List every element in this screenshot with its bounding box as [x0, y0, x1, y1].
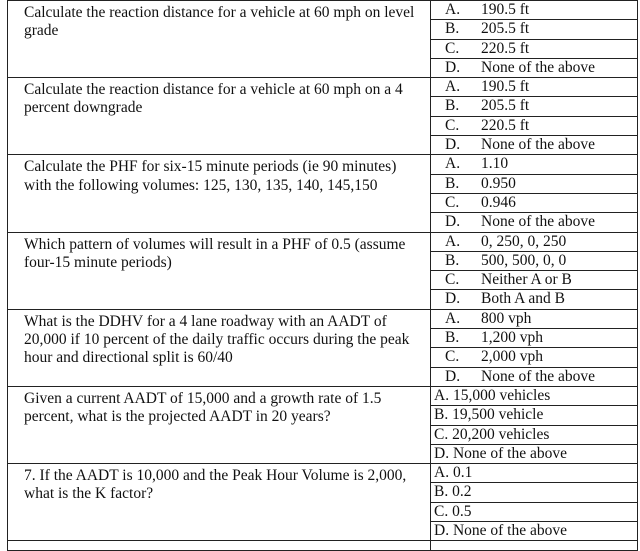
next-question-row	[8, 541, 638, 551]
option-text: None of the above	[481, 213, 596, 231]
option-text: 1,200 vph	[481, 329, 543, 347]
option-letter: B.	[445, 329, 460, 347]
option-text: Neither A or B	[481, 271, 572, 289]
answer-option	[431, 329, 638, 348]
option-row	[8, 309, 638, 328]
answer-option	[431, 309, 638, 328]
answer-option	[431, 232, 638, 251]
option-letter: D.	[445, 58, 461, 76]
answer-option	[431, 20, 638, 39]
option-letter: B.	[445, 251, 460, 269]
answer-option: A. 15,000 vehicles	[431, 386, 638, 405]
option-text: 205.5 ft	[481, 97, 530, 115]
option-text: 2,000 vph	[481, 348, 543, 366]
answer-option: B. 19,500 vehicle	[431, 406, 638, 425]
answer-option	[431, 213, 638, 232]
answer-option	[431, 97, 638, 116]
option-letter: C.	[445, 193, 460, 211]
answer-option	[431, 251, 638, 270]
option-text: 800 vph	[481, 309, 532, 327]
option-letter: A.	[445, 155, 461, 173]
option-text: 1.10	[481, 155, 509, 173]
option-letter: D.	[445, 367, 461, 385]
option-letter: B.	[445, 174, 460, 192]
option-row	[8, 386, 638, 405]
option-letter: B.	[445, 20, 460, 38]
question-text: Calculate the reaction distance for a vehicle at 60 mph on a 4 percent downgrade	[8, 78, 431, 155]
option-row	[8, 78, 638, 97]
option-text: None of the above	[481, 136, 596, 154]
answer-option	[431, 155, 638, 174]
question-text: 7. If the AADT is 10,000 and the Peak Hour Volume is 2,000, what is the K factor?	[8, 464, 431, 541]
option-row	[8, 1, 638, 20]
answer-option: C. 0.5	[431, 502, 638, 521]
option-letter: C.	[445, 39, 460, 57]
option-text: 220.5 ft	[481, 39, 530, 57]
option-letter: D.	[445, 290, 461, 308]
answer-option	[431, 271, 638, 290]
option-text: 0.950	[481, 174, 516, 192]
answer-option	[431, 58, 638, 77]
answer-option	[431, 1, 638, 20]
option-letter: A.	[445, 309, 461, 327]
option-letter: B.	[445, 97, 460, 115]
option-letter: D.	[445, 136, 461, 154]
question-text: Which pattern of volumes will result in a PHF of 0.5 (assume four-15 minute periods)	[8, 232, 431, 309]
answer-option	[431, 367, 638, 386]
answer-option: A. 0.1	[431, 464, 638, 483]
answer-option: C. 20,200 vehicles	[431, 425, 638, 444]
option-row	[8, 232, 638, 251]
option-text: 220.5 ft	[481, 116, 530, 134]
option-text: None of the above	[481, 58, 596, 76]
question-table	[7, 0, 638, 551]
next-question-cell	[8, 541, 431, 551]
option-text: 190.5 ft	[481, 1, 530, 18]
answer-option	[431, 348, 638, 367]
answer-option	[431, 136, 638, 155]
option-letter: C.	[445, 271, 460, 289]
answer-option	[431, 193, 638, 212]
option-text: Both A and B	[481, 290, 565, 308]
option-text: 190.5 ft	[481, 78, 530, 96]
option-row	[8, 464, 638, 483]
question-text: Given a current AADT of 15,000 and a growth rate of 1.5 percent, what is the projected AADT in 20 years?	[8, 386, 431, 463]
answer-option	[431, 116, 638, 135]
option-letter: D.	[445, 213, 461, 231]
option-text: 500, 500, 0, 0	[481, 251, 567, 269]
answer-option: B. 0.2	[431, 483, 638, 502]
answer-option: D. None of the above	[431, 444, 638, 463]
question-text: Calculate the PHF for six-15 minute periods (ie 90 minutes) with the following volumes: 125, 130, 135, 140, 145,150	[8, 155, 431, 232]
option-text: 0, 250, 0, 250	[481, 232, 567, 250]
next-option-cell	[431, 541, 638, 551]
answer-option	[431, 78, 638, 97]
question-text: Calculate the reaction distance for a vehicle at 60 mph on level grade	[8, 1, 431, 78]
answer-option: D. None of the above	[431, 522, 638, 541]
option-text: 0.946	[481, 193, 516, 211]
option-text: None of the above	[481, 367, 596, 385]
option-letter: C.	[445, 348, 460, 366]
option-letter: A.	[445, 78, 461, 96]
option-letter: A.	[445, 232, 461, 250]
question-text: What is the DDHV for a 4 lane roadway with an AADT of 20,000 if 10 percent of the daily traffic occurs during the peak hour and directional split is 60/40	[8, 309, 431, 386]
answer-option	[431, 174, 638, 193]
answer-option	[431, 39, 638, 58]
answer-option	[431, 290, 638, 309]
option-letter: C.	[445, 116, 460, 134]
option-row	[8, 155, 638, 174]
option-text: 205.5 ft	[481, 20, 530, 38]
option-letter: A.	[445, 1, 461, 18]
